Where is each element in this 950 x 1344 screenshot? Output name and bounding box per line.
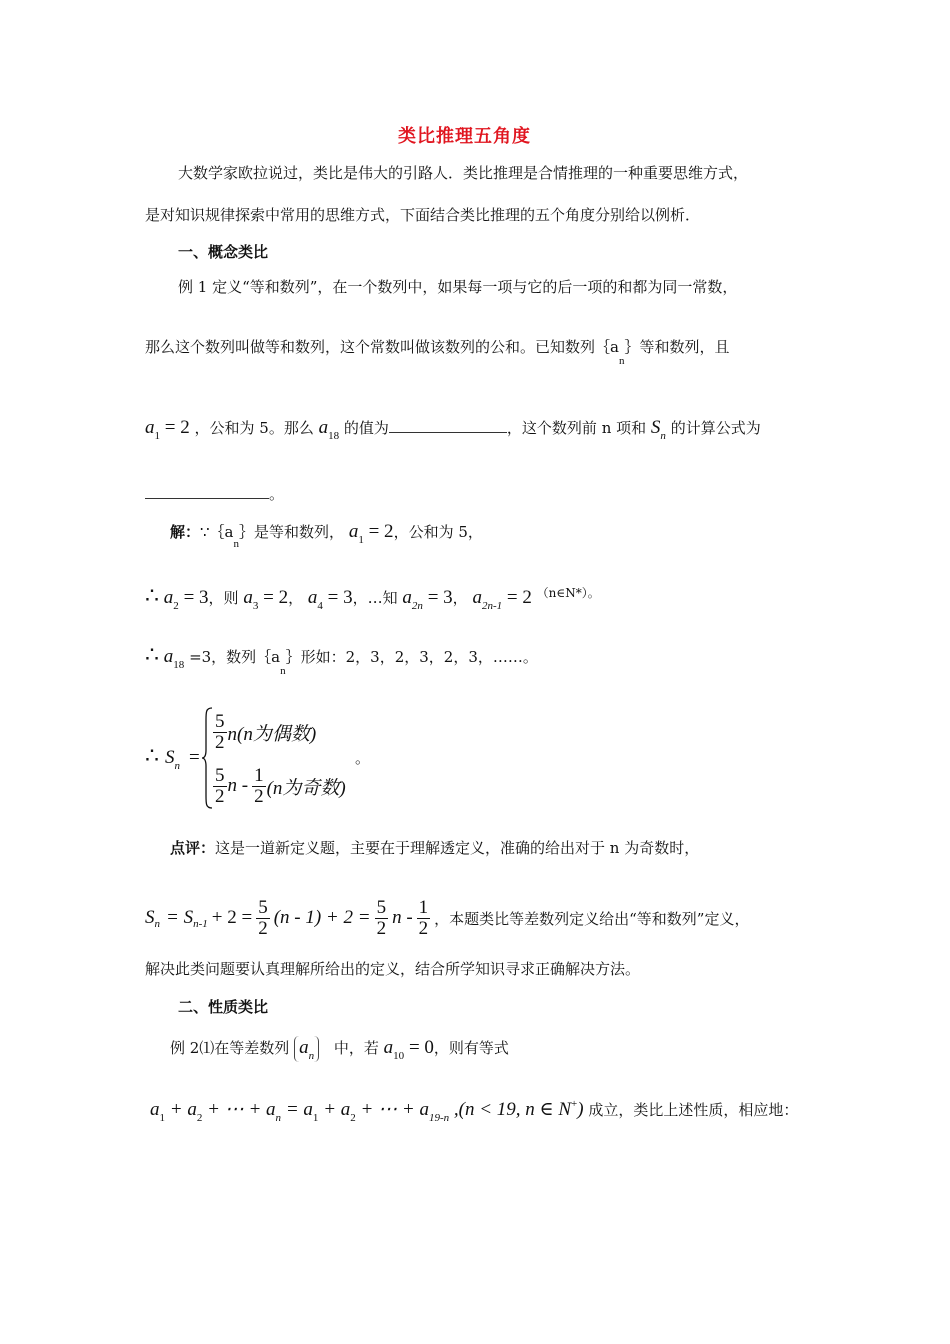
example1-line-3: $a_1 = 2$ ，公和为 5。那么 $a_{18}$ 的值为 ，这个数列前 n 项和 $S_n$ 的计算公式为 [145,417,761,442]
answer-blank-a18[interactable] [389,418,507,433]
solution-line-2: ∴ $a_2 = 3$，则 $a_3 = 2$， $a_4 = 3$，…知 $a_{2n} = 3$， $a_{2n-1} = 2$ $^{(n\in N*)。}$ [145,583,600,612]
comment-formula-line: S n = S n-1 + 2 = $\frac{5}{2}$ (n - 1) + 2 = $\frac{5}{2}$ n - $\frac{1}{2}$ ，本题类比等差数列定义给出“等和数列”定义， [145,896,750,939]
solution-line-3: ∴ $a_{18} =3$，数列$\{a_n\}$形如：2，3，2，3，2，3，……。 [145,642,538,677]
left-brace-icon [201,706,213,810]
answer-blank-sn[interactable] [145,484,269,499]
piecewise-formula: ∴ $S_n$ = $\frac{5}{2}$ n(n为偶数) $\frac{5}{2}$ n - $\frac{1}{2}$ (n为奇数) 。 [145,706,405,810]
section-heading-property: 二、性质类比 [178,998,269,1016]
section-heading-concept: 一、概念类比 [178,243,269,261]
example2-formula-line: $a_1 + a_2$ + ⋯ + $a_n = a_1 + a_2$ + ⋯ + $a_{19-n}$ ,(n < 19, n ∈ N+) 成立，类比上述性质，相应地： [150,1098,799,1124]
piecewise-row-odd: $\frac{5}{2}$ n - $\frac{1}{2}$ (n为奇数) [215,764,346,807]
page-title: 类比推理五角度 [398,126,531,147]
comment-line-3: 解决此类问题要认真理解所给出的定义，结合所学知识寻求正确解决方法。 [145,960,641,978]
intro-line-2: 是对知识规律探索中常用的思维方式，下面结合类比推理的五个角度分别给以例析． [145,206,701,224]
example1-line-4: 。 [145,484,284,504]
example1-line-2: 那么这个数列叫做等和数列，这个常数叫做该数列的公和。已知数列$\{a_n\}$等和数列，且 [145,338,730,367]
intro-line-1: 大数学家欧拉说过，类比是伟大的引路人．类比推理是合情推理的一种重要思维方式， [178,164,749,182]
sequence-set: $a_n$ [294,1036,319,1062]
example2-line-1: 例 2⑴在等差数列 $a_n$ 中，若 $a_{10} = 0$，则有等式 [170,1037,509,1062]
comment-line-1: 点评：这是一道新定义题，主要在于理解透定义，准确的给出对于 n 为奇数时， [170,839,700,857]
solution-line-1: 解：$\because\{a_n\}$是等和数列， $a_1 = 2$，公和为 5， [170,521,483,550]
piecewise-row-even: $\frac{5}{2}$ n(n为偶数) [215,710,317,753]
example1-line-1: 例 1 定义“等和数列”，在一个数列中，如果每一项与它的后一项的和都为同一常数， [178,278,738,296]
